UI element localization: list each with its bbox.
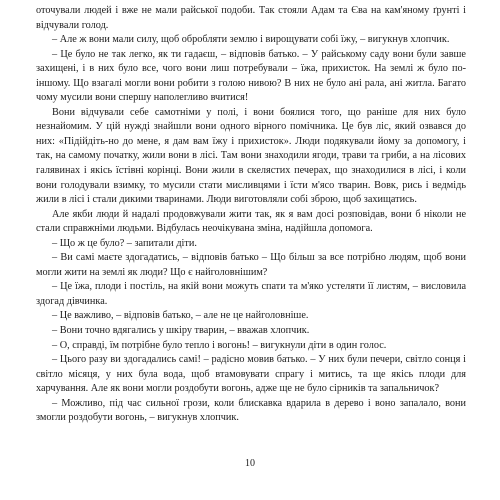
body-text <box>36 4 466 426</box>
paragraph: – Можливо, під час сильної грози, коли блискавка вдарила в дерево і воно запалало, вони змогли роздобути вогонь, – вигукнув хлопчик. <box>36 397 466 424</box>
paragraph: – Це було не так легко, як ти гадаєш, – відповів батько. – У райському саду вони були завше захищені, і в них було все, чого вони лиш потребували – їжа, прихисток. На землі ж було по-іншому. Що взагалі могли вони робити з голою нивою? В них не було ані рала, ані житла. Багато чому мусили вони спершу наполегливо вчитися! <box>36 48 466 104</box>
paragraph: Але якби люди й надалі продовжували жити так, як я вам досі розповідав, вони б ніколи не стали справжніми людьми. Відбулась неочікувана зміна, надійшла допомога. <box>36 208 466 235</box>
paragraph: – Цього разу ви здогадались самі! – радісно мовив батько. – У них були печери, світло сонця і світло місяця, у них була вода, щоб втамовувати спрагу і митись, та ще якісь плоди для харчування. Але як вони могли роздобути вогонь, адже ще не було сірників та запальничок? <box>36 354 466 395</box>
paragraph: – Що ж це було? – запитали діти. <box>52 237 197 249</box>
page-number: 10 <box>245 458 255 469</box>
paragraph: Вони відчували себе самотніми у полі, і вони боялися того, що раніше для них було незнайомим. У цій нужді знайшли вони одного вірного помічника. Це був ліс, який озвався до них: «Підійдіть-но до мене, я дам вам їжу і прихисток». Люди подякували йому за допомогу, і так, на самому початку, жили вони в лісі. Там вони знаходили ягоди, трави та гриби, а на лісових галявинах і якісь їстівні корінці. Вони жили в скелястих печерах, що знаходилися в лісі, і коли вони голодували взимку, то мусили стати мисливцями і їсти м'ясо тварин. Вовк, рись і ведмідь жили в лісі і стали дикими тваринами. Люди виготовляли собі зброю, щоб захищатись. <box>36 106 466 206</box>
paragraph: – Ви самі маєте здогадатись, – відповів батько – Що більш за все потрібно людям, щоб вони могли жити на землі як люди? Що є найголовнішим? <box>36 252 466 278</box>
paragraph: – Але ж вони мали силу, щоб обробляти землю і вирощувати собі їжу, – вигукнув хлопчик. <box>52 34 450 46</box>
paragraph: – О, справді, їм потрібне було тепло і вогонь! – вигукнули діти в один голос. <box>52 339 387 351</box>
paragraph: – Вони точно вдягались у шкіру тварин, – вважав хлопчик. <box>52 325 310 337</box>
paragraph: оточували людей і вже не мали райської подоби. Так стояли Адам та Єва на кам'яному ґрунті і відчували голод. <box>36 5 466 31</box>
paragraph: – Це важливо, – відповів батько, – але не це найголовніше. <box>52 310 309 322</box>
paragraph: – Це їжа, плоди і постіль, на якій вони можуть спати та м'яко устеляти її листям, – висловила здогад дівчинка. <box>36 281 466 307</box>
